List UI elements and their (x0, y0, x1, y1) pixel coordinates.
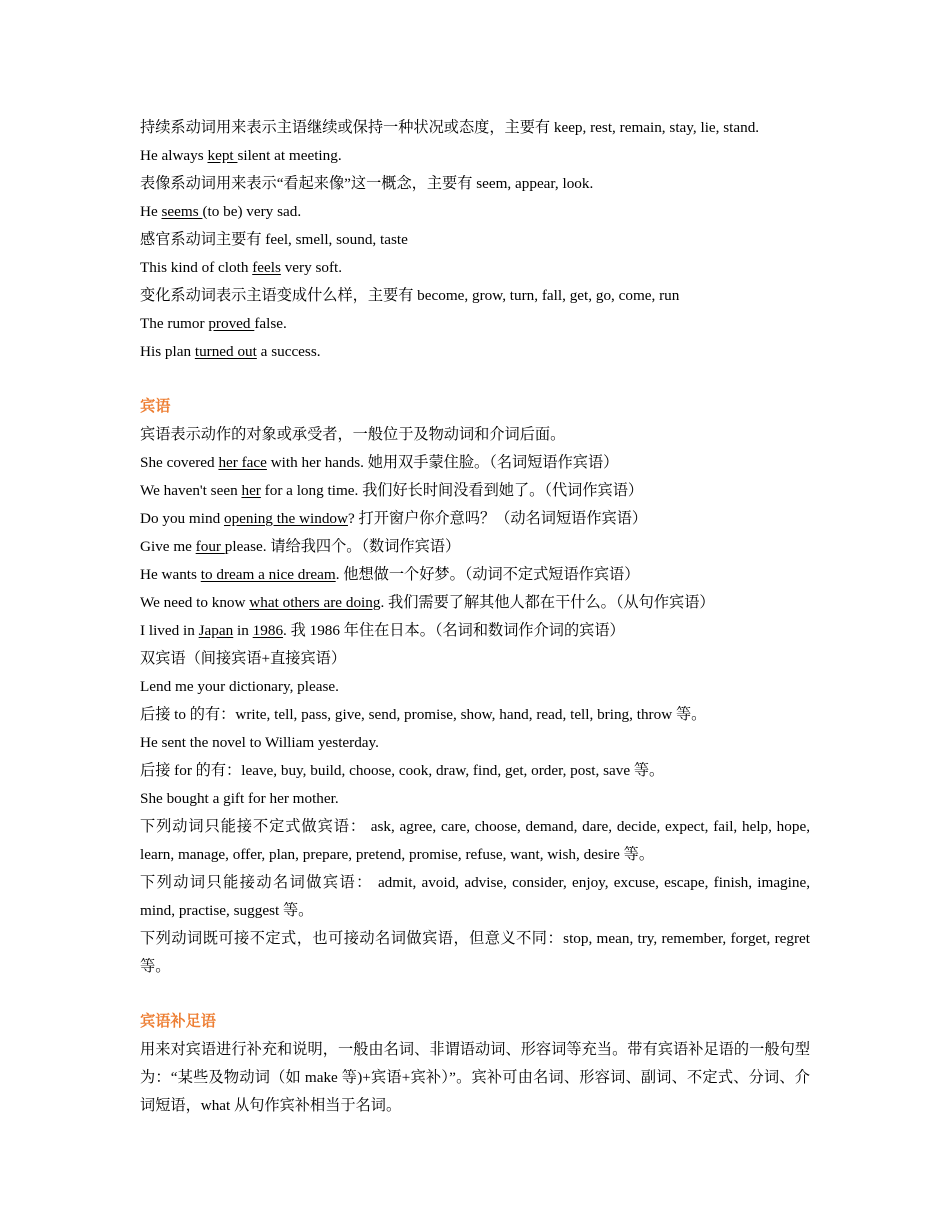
underlined-object: to dream a nice dream (200, 566, 336, 583)
text-line: 宾语表示动作的对象或承受者，一般位于及物动词和介词后面。 (140, 426, 566, 443)
example-sentence: She covered her face with her hands. 她用双手蒙住脸。（名词短语作宾语） (140, 454, 619, 471)
text-line: 感官系动词主要有 feel, smell, sound, taste (140, 231, 408, 248)
text-paragraph: 下列动词只能接不定式做宾语： ask, agree, care, choose, demand, dare, decide, expect, fail, help, hope, learn, manage, offer, plan, prepare, pretend, promise, refuse, want, wish, desire 等。 (140, 818, 810, 863)
text-line: 持续系动词用来表示主语继续或保持一种状况或态度，主要有 keep, rest, remain, stay, lie, stand. (140, 119, 760, 136)
underlined-verb: seems (161, 203, 203, 220)
text-line: 变化系动词表示主语变成什么样，主要有 become, grow, turn, fall, get, go, come, run (140, 287, 680, 304)
text-line: 表像系动词用来表示“看起来像”这一概念，主要有 seem, appear, look. (140, 175, 594, 192)
section-gap (140, 366, 810, 393)
text-line: 后接 to 的有：write, tell, pass, give, send, promise, show, hand, read, tell, bring, throw 等。 (140, 706, 707, 723)
example-sentence: He seems (to be) very sad. (140, 203, 302, 220)
example-sentence: He sent the novel to William yesterday. (140, 734, 379, 751)
text-paragraph: 下列动词只能接动名词做宾语： admit, avoid, advise, consider, enjoy, excuse, escape, finish, imagine, mind, practise, suggest 等。 (140, 874, 810, 919)
text-paragraph: 下列动词既可接不定式，也可接动名词做宾语，但意义不同：stop, mean, try, remember, forget, regret 等。 (140, 930, 810, 975)
underlined-object: four (195, 538, 225, 555)
underlined-object: opening the window (223, 510, 348, 527)
underlined-object: her face (218, 454, 267, 471)
example-sentence: He always kept silent at meeting. (140, 147, 342, 164)
underlined-object: 1986 (252, 622, 284, 639)
example-sentence: We need to know what others are doing. 我们需要了解其他人都在干什么。（从句作宾语） (140, 594, 715, 611)
document-page (140, 114, 810, 1120)
example-sentence: We haven't seen her for a long time. 我们好长时间没看到她了。（代词作宾语） (140, 482, 644, 499)
example-sentence: I lived in Japan in 1986. 我 1986 年住在日本。（名词和数词作介词的宾语） (140, 622, 625, 639)
example-sentence: Do you mind opening the window? 打开窗户你介意吗？（动名词短语作宾语） (140, 510, 648, 527)
example-sentence: Give me four please. 请给我四个。（数词作宾语） (140, 538, 461, 555)
example-sentence: She bought a gift for her mother. (140, 790, 339, 807)
example-sentence: His plan turned out a success. (140, 343, 321, 360)
example-sentence: The rumor proved false. (140, 315, 287, 332)
example-sentence: This kind of cloth feels very soft. (140, 259, 343, 276)
section-gap (140, 981, 810, 1008)
example-sentence: He wants to dream a nice dream. 他想做一个好梦。（动词不定式短语作宾语） (140, 566, 640, 583)
underlined-object: her (241, 482, 261, 499)
underlined-object: what others are doing (249, 594, 381, 611)
text-line: 后接 for 的有：leave, buy, build, choose, cook, draw, find, get, order, post, save 等。 (140, 762, 665, 779)
example-sentence: Lend me your dictionary, please. (140, 678, 339, 695)
text-paragraph: 用来对宾语进行补充和说明，一般由名词、非谓语动词、形容词等充当。带有宾语补足语的一般句型为：“某些及物动词（如 make 等)+宾语+宾补）”。宾补可由名词、形容词、副词、不定式、分词、介词短语，what 从句作宾补相当于名词。 (140, 1041, 810, 1114)
underlined-verb: proved (208, 315, 255, 332)
underlined-verb: kept (207, 147, 238, 164)
underlined-verb: turned out (194, 343, 257, 360)
underlined-object: Japan (198, 622, 234, 639)
text-line: 双宾语（间接宾语+直接宾语） (140, 650, 347, 667)
underlined-verb: feels (252, 259, 281, 276)
section-heading-object: 宾语 (140, 398, 171, 415)
section-heading-object-complement: 宾语补足语 (140, 1013, 216, 1030)
